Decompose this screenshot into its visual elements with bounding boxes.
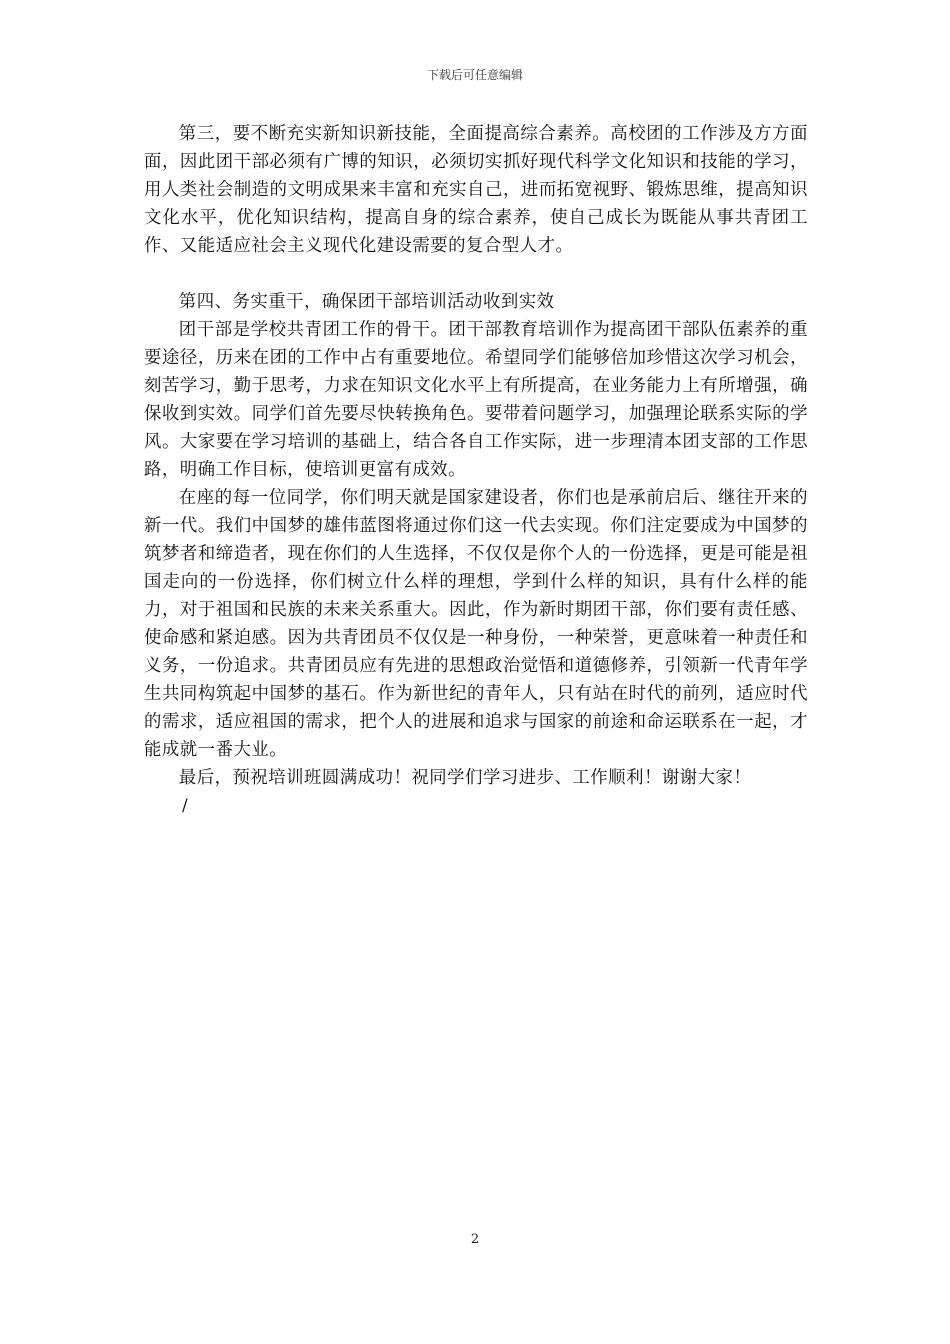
paragraph-fourth-point-heading: 第四、务实重干，确保团干部培训活动收到实效 <box>178 292 555 312</box>
document-body <box>144 120 808 820</box>
paragraph-chinese-dream: 在座的每一位同学，你们明天就是国家建设者，你们也是承前启后、继往开来的新一代。我们中国梦的雄伟蓝图将通过你们这一代去实现。你们注定要成为中国梦的筑梦者和缔造者，现在你们的人生选择，不仅仅是你个人的一份选择，更是可能是祖国走向的一份选择，你们树立什么样的理想，学到什么样的知识，具有什么样的能力，对于祖国和民族的未来关系重大。因此，作为新时期团干部，你们要有责任感、使命感和紧迫感。因为共青团员不仅仅是一种身份，一种荣誉，更意味着一种责任和义务，一份追求。共青团员应有先进的思想政治觉悟和道德修养，引领新一代青年学生共同构筑起中国梦的基石。作为新世纪的青年人，只有站在时代的前列，适应时代的需求，适应祖国的需求，把个人的进展和追求与国家的前途和命运联系在一起，才能成就一番大业。 <box>144 488 808 760</box>
paragraph-closing-wishes: 最后，预祝培训班圆满成功！祝同学们学习进步、工作顺利！谢谢大家！ <box>178 768 752 788</box>
paragraph-third-point: 第三，要不断充实新知识新技能，全面提高综合素养。高校团的工作涉及方方面面，因此团干部必须有广博的知识，必须切实抓好现代科学文化知识和技能的学习，用人类社会制造的文明成果来丰富和充实自己，进而拓宽视野、锻炼思维，提高知识文化水平，优化知识结构，提高自身的综合素养，使自己成长为既能从事共青团工作、又能适应社会主义现代化建设需要的复合型人才。 <box>144 124 808 256</box>
page-number: 2 <box>470 1232 480 1247</box>
paragraph-cadre-training: 团干部是学校共青团工作的骨干。团干部教育培训作为提高团干部队伍素养的重要途径，历来在团的工作中占有重要地位。希望同学们能够倍加珍惜这次学习机会，刻苦学习，勤于思考，力求在知识文化水平上有所提高，在业务能力上有所增强，确保收到实效。同学们首先要尽快转换角色。要带着问题学习，加强理论联系实际的学风。大家要在学习培训的基础上，结合各自工作实际，进一步理清本团支部的工作思路，明确工作目标，使培训更富有成效。 <box>144 320 808 480</box>
trailing-slash-mark: / <box>182 796 188 816</box>
page-header: 下载后可任意编辑 <box>426 68 523 82</box>
